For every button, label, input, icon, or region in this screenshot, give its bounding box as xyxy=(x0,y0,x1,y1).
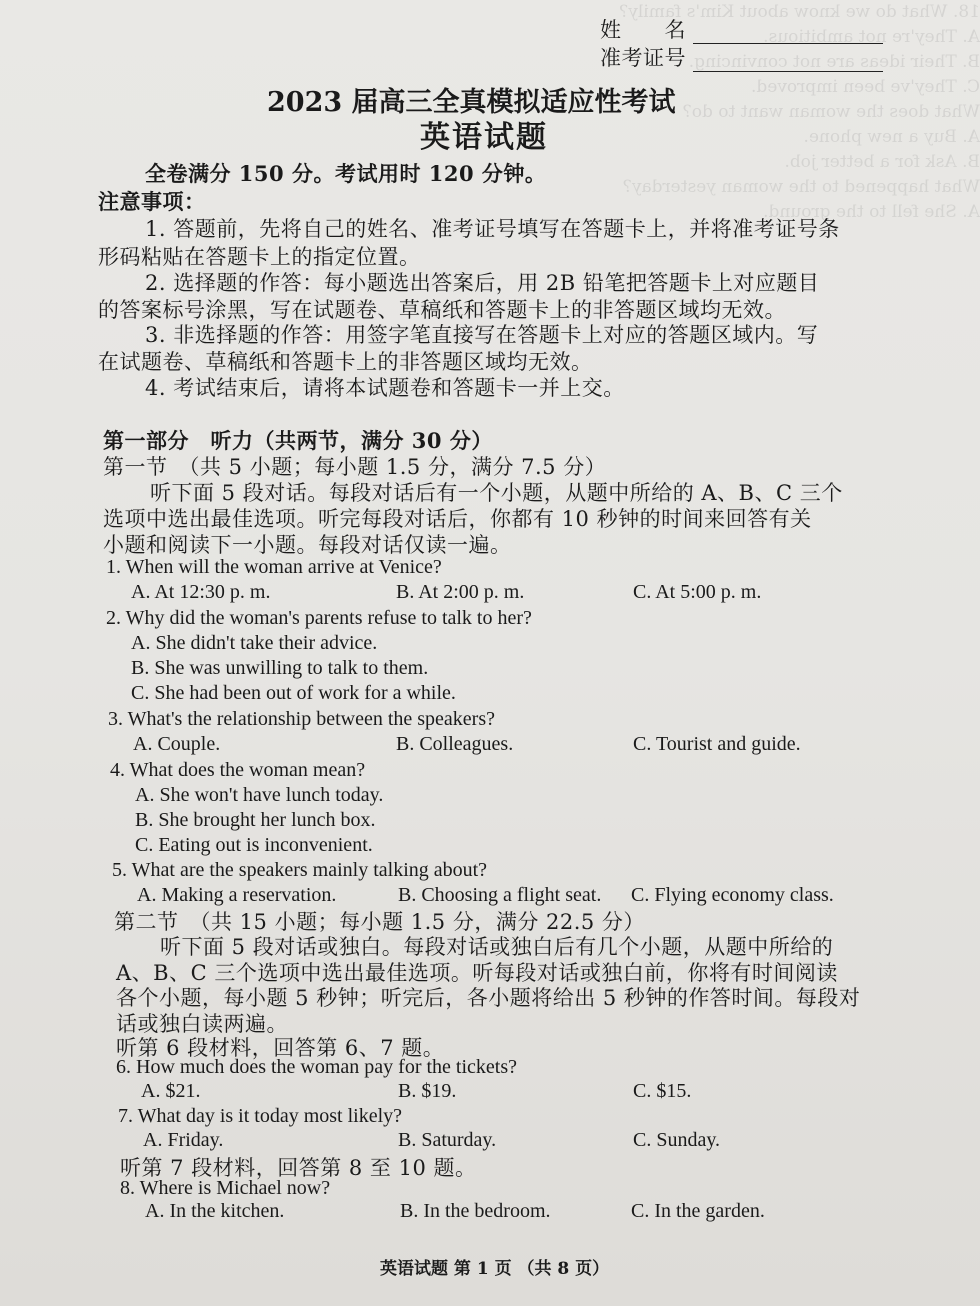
q6-option-c: C. $15. xyxy=(633,1080,692,1102)
material-7-prompt: 听第 7 段材料，回答第 8 至 10 题。 xyxy=(120,1156,477,1180)
notice-1-line-2: 形码粘贴在答题卡上的指定位置。 xyxy=(98,245,421,269)
question-6: 6. How much does the woman pay for the tickets? xyxy=(116,1056,518,1078)
q3-option-c: C. Tourist and guide. xyxy=(633,733,801,755)
q5-option-b: B. Choosing a flight seat. xyxy=(398,884,602,906)
question-8: 8. Where is Michael now? xyxy=(120,1177,331,1199)
q2-option-a: A. She didn't take their advice. xyxy=(131,632,378,654)
q8-option-b: B. In the bedroom. xyxy=(400,1200,551,1222)
name-label: 姓 名 xyxy=(600,18,686,42)
q4-option-a: A. She won't have lunch today. xyxy=(135,784,384,806)
q6-option-b: B. $19. xyxy=(398,1080,457,1102)
question-7: 7. What day is it today most likely? xyxy=(118,1105,403,1127)
section-2-instructions-3: 各个小题，每小题 5 秒钟；听完后，各小题将给出 5 秒钟的作答时间。每段对 xyxy=(116,986,861,1010)
q8-option-c: C. In the garden. xyxy=(631,1200,765,1222)
q1-option-a: A. At 12:30 p. m. xyxy=(131,581,271,603)
question-5: 5. What are the speakers mainly talking about? xyxy=(112,859,488,881)
exam-title: 2023 届高三全真模拟适应性考试 xyxy=(267,87,676,118)
notice-3-line-1: 3. 非选择题的作答：用签字笔直接写在答题卡上对应的答题区域内。写 xyxy=(145,323,819,347)
question-4: 4. What does the woman mean? xyxy=(110,759,366,781)
notice-1-line-1: 1. 答题前，先将自己的姓名、准考证号填写在答题卡上，并将准考证号条 xyxy=(145,217,840,241)
notice-3-line-2: 在试题卷、草稿纸和答题卡上的非答题区域均无效。 xyxy=(98,350,593,374)
part-1-heading: 第一部分 听力（共两节，满分 30 分） xyxy=(103,428,493,453)
q4-option-c: C. Eating out is inconvenient. xyxy=(135,834,373,856)
question-3: 3. What's the relationship between the speakers? xyxy=(108,708,495,730)
page-footer: 英语试题 第 1 页 （共 8 页） xyxy=(380,1259,610,1279)
name-field xyxy=(600,14,883,44)
q7-option-a: A. Friday. xyxy=(143,1129,224,1151)
q6-option-a: A. $21. xyxy=(141,1080,201,1102)
q2-option-c: C. She had been out of work for a while. xyxy=(131,682,456,704)
section-2-heading: 第二节 （共 15 小题；每小题 1.5 分，满分 22.5 分） xyxy=(114,910,645,934)
score-time-info: 全卷满分 150 分。考试用时 120 分钟。 xyxy=(145,161,547,186)
q4-option-b: B. She brought her lunch box. xyxy=(135,809,376,831)
q3-option-b: B. Colleagues. xyxy=(396,733,514,755)
q1-option-b: B. At 2:00 p. m. xyxy=(396,581,525,603)
notice-heading: 注意事项： xyxy=(98,189,206,214)
section-1-instructions-3: 小题和阅读下一小题。每段对话仅读一遍。 xyxy=(103,533,512,557)
exam-id-blank xyxy=(693,49,883,72)
exam-id-field xyxy=(600,42,883,72)
question-2: 2. Why did the woman's parents refuse to talk to her? xyxy=(106,607,532,629)
exam-id-label: 准考证号 xyxy=(600,46,686,70)
section-2-instructions-1: 听下面 5 段对话或独白。每段对话或独白后有几个小题，从题中所给的 xyxy=(160,935,834,959)
notice-4-line-1: 4. 考试结束后，请将本试题卷和答题卡一并上交。 xyxy=(145,376,625,400)
section-2-instructions-4: 话或独白读两遍。 xyxy=(116,1012,288,1036)
q5-option-a: A. Making a reservation. xyxy=(137,884,337,906)
q7-option-c: C. Sunday. xyxy=(633,1129,721,1151)
q3-option-a: A. Couple. xyxy=(133,733,221,755)
q8-option-a: A. In the kitchen. xyxy=(145,1200,285,1222)
material-6-prompt: 听第 6 段材料，回答第 6、7 题。 xyxy=(116,1036,445,1060)
question-1: 1. When will the woman arrive at Venice? xyxy=(106,556,442,578)
section-2-instructions-2: A、B、C 三个选项中选出最佳选项。听每段对话或独白前，你将有时间阅读 xyxy=(116,961,838,985)
q1-option-c: C. At 5:00 p. m. xyxy=(633,581,762,603)
q5-option-c: C. Flying economy class. xyxy=(631,884,834,906)
show-through-text: 18. What do we know about Kim's family? A. They're not ambitious. B. Their ideas are not convincing. C. They've been improved. What does the woman want to do? A. Buy a new phone. B. Ask for a better job. What happened to the woman yesterday? A. She fell to the ground. xyxy=(619,2,980,222)
q2-option-b: B. She was unwilling to talk to them. xyxy=(131,657,429,679)
notice-2-line-1: 2. 选择题的作答：每小题选出答案后，用 2B 铅笔把答题卡上对应题目 xyxy=(145,271,820,295)
exam-subject: 英语试题 xyxy=(420,120,548,155)
section-1-instructions-2: 选项中选出最佳选项。听完每段对话后，你都有 10 秒钟的时间来回答有关 xyxy=(103,507,812,531)
notice-2-line-2: 的答案标号涂黑，写在试题卷、草稿纸和答题卡上的非答题区域均无效。 xyxy=(98,298,786,322)
q7-option-b: B. Saturday. xyxy=(398,1129,497,1151)
section-1-instructions-1: 听下面 5 段对话。每段对话后有一个小题，从题中所给的 A、B、C 三个 xyxy=(150,481,843,505)
section-1-heading: 第一节 （共 5 小题；每小题 1.5 分，满分 7.5 分） xyxy=(103,455,607,479)
name-blank xyxy=(693,21,883,44)
